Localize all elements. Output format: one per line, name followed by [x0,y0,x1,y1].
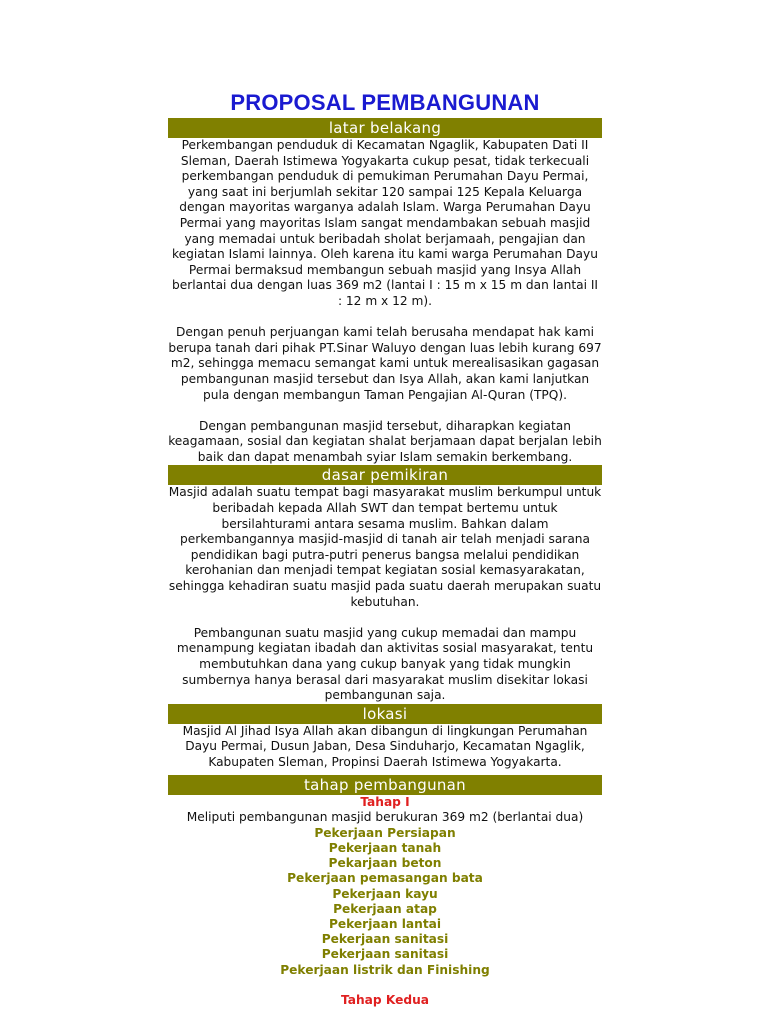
document-column [168,88,602,1009]
paragraph-gap [168,610,602,626]
phase-1-description: Meliputi pembangunan masjid berukuran 369 m2 (berlantai dua) [186,810,584,825]
paragraph-gap [168,978,602,994]
latar-belakang-paragraph-2: Dengan penuh perjuangan kami telah berusaha mendapat hak kami berupa tanah dari pihak PT.Sinar Waluyo dengan luas lebih kurang 697 m2, sehingga memacu semangat kami untuk merealisasikan gagasan pembangunan masjid tersebut dan Isya Allah, akan kami lanjutkan pula dengan membangun Taman Pengajian Al-Quran (TPQ). [168,325,602,402]
work-item: Pekerjaan sanitasi [321,932,449,947]
dasar-pemikiran-paragraph-1: Masjid adalah suatu tempat bagi masyarakat muslim berkumpul untuk beribadah kepada Allah SWT dan tempat bertemu untuk bersilahturami antara sesama muslim. Bahkan dalam perkembangannya masjid-masjid di tanah air telah menjadi sarana pendidikan bagi putra-putri penerus bangsa melalui pendidikan kerohanian dan menjadi tempat kegiatan sosial kemasyarakatan, sehingga kehadiran suatu masjid pada suatu daerah merupakan suatu kebutuhan. [168,485,602,609]
work-item: Pekerjaan listrik dan Finishing [280,962,490,977]
work-item: Pekerjaan sanitasi [321,947,449,962]
latar-belakang-paragraph-1: Perkembangan penduduk di Kecamatan Ngaglik, Kabupaten Dati II Sleman, Daerah Istimewa Yogyakarta cukup pesat, tidak terkecuali perkembangan penduduk di pemukiman Perumahan Dayu Permai, yang saat ini berjumlah sekitar 120 sampai 125 Kepala Keluarga dengan mayoritas warganya adalah Islam. Warga Perumahan Dayu Permai yang mayoritas Islam sangat mendambakan sebuah masjid yang memadai untuk beribadah sholat berjamaah, pengajian dan kegiatan Islami lainnya. Oleh karena itu kami warga Perumahan Dayu Permai bermaksud membangun sebuah masjid yang Insya Allah berlantai dua dengan luas 369 m2 (lantai I : 15 m x 15 m dan lantai II : 12 m x 12 m). [171,138,599,308]
latar-belakang-paragraph-3: Dengan pembangunan masjid tersebut, diharapkan kegiatan keagamaan, sosial dan kegiatan shalat berjamaan dapat berjalan lebih baik dan dapat menambah syiar Islam semakin berkembang. [168,418,602,464]
work-item: Pekerjaan tanah [328,840,442,855]
page-title: PROPOSAL PEMBANGUNAN [230,90,540,115]
section-heading-latar-belakang: latar belakang [168,118,602,138]
work-item: Pekerjaan atap [333,901,437,916]
work-item: Pekerjaan lantai [328,916,442,931]
work-item-list [168,826,602,978]
work-item: Pekerjaan kayu [332,886,438,901]
section-heading-dasar-pemikiran: dasar pemikiran [168,465,602,485]
phase-1-title: Tahap I [360,794,410,809]
paragraph-gap [168,310,602,326]
paragraph-gap [168,403,602,419]
dasar-pemikiran-paragraph-2: Pembangunan suatu masjid yang cukup memadai dan mampu menampung kegiatan ibadah dan aktivitas sosial masyarakat, tentu membutuhkan dana yang cukup banyak yang tidak mungkin sumbernya hanya berasal dari masyarakat muslim disekitar lokasi pembangunan saja. [176,625,594,703]
work-item: Pekarjaan beton [328,856,442,871]
work-item: Pekerjaan pemasangan bata [287,871,483,886]
work-item: Pekerjaan Persiapan [314,825,456,840]
phase-2-title: Tahap Kedua [341,993,429,1008]
section-heading-tahap-pembangunan: tahap pembangunan [168,775,602,795]
lokasi-paragraph: Masjid Al Jihad Isya Allah akan dibangun di lingkungan Perumahan Dayu Permai, Dusun Jaban, Desa Sinduharjo, Kecamatan Ngaglik, Kabupaten Sleman, Propinsi Daerah Istimewa Yogyakarta. [182,723,588,769]
section-heading-lokasi: lokasi [168,704,602,724]
